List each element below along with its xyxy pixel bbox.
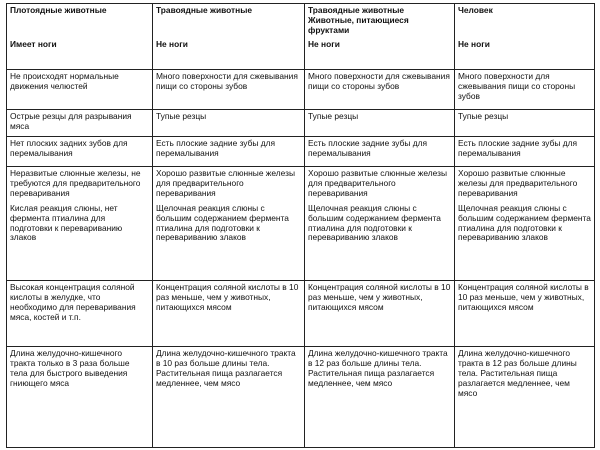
table-cell [305, 167, 455, 281]
cell-text: Нет плоских задних зубов для перемалывания [10, 138, 128, 158]
column-title: Человек [458, 5, 493, 15]
table-cell [7, 347, 153, 448]
column-subtitle: Не ноги [156, 39, 188, 49]
cell-text: Длина желудочно-кишечного тракта в 10 раз больше длины тела. Растительная пища разлагается медленнее, чем мясо [156, 348, 296, 388]
cell-text: Есть плоские задние зубы для перемалывания [458, 138, 578, 158]
cell-text: Длина желудочно-кишечного тракта в 12 раз больше длины тела. Растительная пища разлагается медленнее, чем мясо [458, 348, 577, 398]
column-subtitle: Не ноги [308, 39, 340, 49]
table-row [7, 137, 595, 167]
table-row [7, 70, 595, 110]
cell-text: Много поверхности для сжевывания пищи со стороны зубов [156, 71, 298, 91]
cell-text: Щелочная реакция слюны с большим содержанием фермента птиалина для подготовки к перевариванию злаков [458, 202, 591, 243]
cell-text: Тупые резцы [156, 111, 207, 121]
cell-text: Много поверхности для сжевывания пищи со стороны зубов [308, 71, 450, 91]
table-cell [153, 347, 305, 448]
table-cell [455, 110, 595, 137]
cell-text: Хорошо развитые слюнные железы для предварительного переваривания [156, 168, 296, 198]
column-subtitle: Имеет ноги [10, 39, 57, 49]
column-subtitle: Не ноги [458, 39, 490, 49]
table-cell [455, 347, 595, 448]
cell-text: Щелочная реакция слюны с большим содержанием фермента птиалина для подготовки к перевариванию злаков [156, 202, 289, 243]
cell-text: Концентрация соляной кислоты в 10 раз меньше, чем у животных, питающихся мясом [308, 282, 451, 312]
table-row [7, 281, 595, 347]
cell-text: Острые резцы для разрывания мяса [10, 111, 132, 131]
cell-text: Не происходят нормальные движения челюстей [10, 71, 119, 91]
cell-text: Хорошо развитые слюнные железы для предварительного переваривания [458, 168, 578, 198]
cell-text: Много поверхности для сжевывания пищи со стороны зубов [458, 71, 576, 101]
table-cell [455, 281, 595, 347]
cell-text: Щелочная реакция слюны с большим содержанием фермента птиалина для подготовки к перевариванию злаков [308, 202, 441, 243]
cell-text: Высокая концентрация соляной кислоты в желудке, что необходимо для переваривания мяса, костей и т.п. [10, 282, 136, 322]
column-title: Травоядные животные Животные, питающиеся фруктами [308, 5, 409, 35]
cell-text: Длина желудочно-кишечного тракта только в 3 раза больше тела для быстрого выведения гниющего мяса [10, 348, 130, 388]
cell-text: Длина желудочно-кишечного тракта в 12 раз больше длины тела. Растительная пища разлагается медленнее, чем мясо [308, 348, 448, 388]
column-title: Травоядные животные [156, 5, 253, 15]
table-cell [455, 70, 595, 110]
table-row [7, 110, 595, 137]
cell-text: Есть плоские задние зубы для перемалывания [308, 138, 428, 158]
table-row [7, 167, 595, 281]
table-header-row [7, 4, 595, 70]
table-cell [305, 110, 455, 137]
table-cell [153, 281, 305, 347]
cell-text: Есть плоские задние зубы для перемалывания [156, 138, 276, 158]
table-cell [305, 137, 455, 167]
table-cell [305, 70, 455, 110]
table-cell [7, 281, 153, 347]
column-header-human [455, 4, 595, 70]
cell-text: Хорошо развитые слюнные железы для предварительного переваривания [308, 168, 448, 198]
table-cell [455, 137, 595, 167]
cell-text: Концентрация соляной кислоты в 10 раз меньше, чем у животных, питающихся мясом [156, 282, 299, 312]
table-cell [7, 70, 153, 110]
column-header-carnivores [7, 4, 153, 70]
table-cell [153, 110, 305, 137]
cell-text: Концентрация соляной кислоты в 10 раз меньше, чем у животных, питающихся мясом [458, 282, 589, 312]
table-cell [153, 137, 305, 167]
column-title: Плотоядные животные [10, 5, 107, 15]
column-header-herbivores [153, 4, 305, 70]
cell-text: Тупые резцы [458, 111, 509, 121]
table-cell [305, 347, 455, 448]
cell-text: Кислая реакция слюны, нет фермента птиалина для подготовки к перевариванию злаков [10, 202, 123, 243]
table-cell [7, 137, 153, 167]
table-cell [153, 70, 305, 110]
table-cell [153, 167, 305, 281]
table-cell [305, 281, 455, 347]
cell-text: Неразвитые слюнные железы, не требуются для предварительного переваривания [10, 168, 141, 198]
table-row [7, 347, 595, 448]
table-cell [7, 110, 153, 137]
comparison-table [6, 3, 595, 448]
column-header-frugivores [305, 4, 455, 70]
table-cell [7, 167, 153, 281]
cell-text: Тупые резцы [308, 111, 359, 121]
table-cell [455, 167, 595, 281]
